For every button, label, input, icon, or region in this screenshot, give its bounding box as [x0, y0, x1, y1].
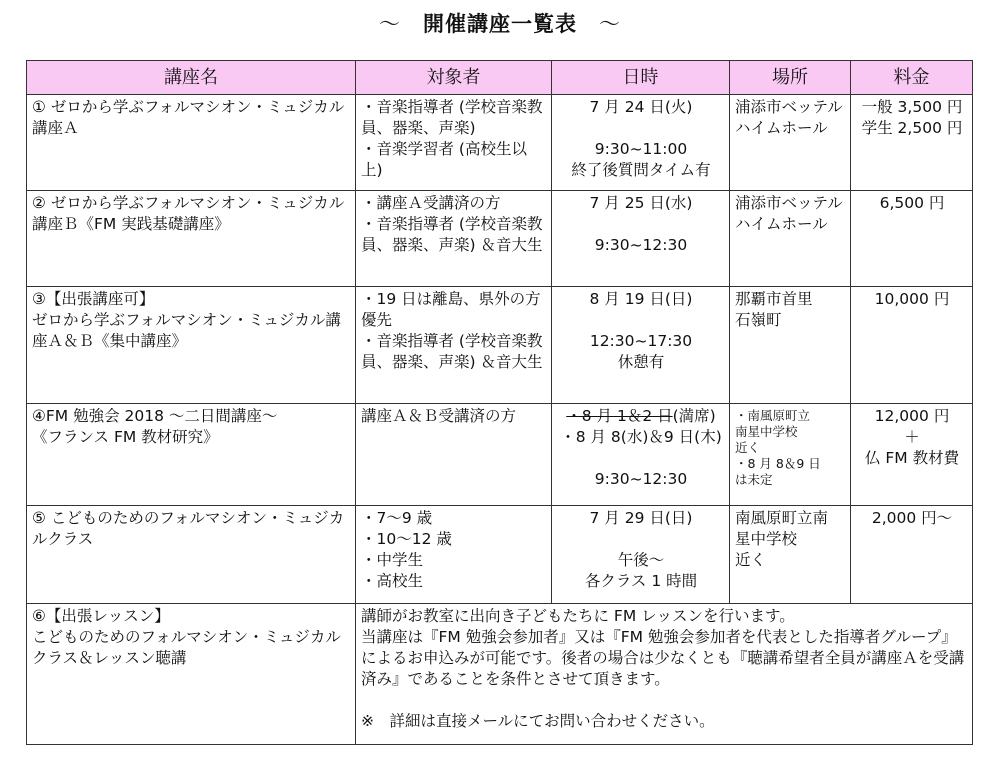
table-row	[27, 506, 973, 604]
place-line: 南風原町立南	[735, 509, 829, 527]
target-line: ・中学生	[361, 551, 424, 569]
place-line: 浦添市ベッテル	[735, 98, 843, 116]
fee-line: 12,000 円	[874, 407, 950, 425]
date-line: 7 月 29 日(日)	[589, 509, 693, 527]
place-line: ハイムホール	[735, 215, 828, 233]
course-name: ⑤ こどものためのフォルマシオン・ミュジカルクラス	[32, 509, 345, 548]
header-course: 講座名	[27, 61, 356, 95]
date-line: 7 月 24 日(火)	[589, 98, 693, 116]
course-cell	[27, 191, 356, 287]
date-cell	[552, 287, 730, 404]
fee-line: 仏 FM 教材費	[864, 449, 960, 467]
place-line: 那覇市首里	[735, 290, 813, 308]
target-cell	[356, 404, 552, 506]
time-line: 9:30~12:30	[594, 236, 688, 254]
course-cell	[27, 95, 356, 191]
date-note: 終了後質問タイム有	[571, 161, 711, 179]
fee-line: 一般 3,500 円	[861, 98, 963, 116]
header-date: 日時	[552, 61, 730, 95]
title-text: 開催講座一覧表	[423, 12, 577, 36]
fee-line: 6,500 円	[879, 194, 945, 212]
title-tilde-left: ～	[379, 12, 401, 36]
date-note: 各クラス 1 時間	[584, 572, 698, 590]
place-line: 石嶺町	[735, 311, 782, 329]
course-cell	[27, 287, 356, 404]
target-line: ・7～9 歳	[361, 509, 433, 527]
time-line: 9:30~12:30	[594, 470, 688, 488]
course-cell	[27, 604, 356, 745]
title-tilde-right: ～	[599, 12, 621, 36]
course-name: こどものためのフォルマシオン・ミュジカルクラス＆レッスン聴講	[32, 628, 341, 667]
table-header-row	[27, 61, 973, 95]
place-cell	[730, 95, 851, 191]
course-tag: ③【出張講座可】	[32, 290, 155, 308]
place-note: は未定	[735, 472, 773, 487]
place-note: ・8 月 8＆9 日	[735, 456, 821, 471]
date-cell	[552, 506, 730, 604]
fee-cell	[851, 95, 973, 191]
page-title	[0, 8, 1000, 38]
place-line: 浦添市ベッテル	[735, 194, 843, 212]
course-cell	[27, 404, 356, 506]
table-row	[27, 95, 973, 191]
course-name: ② ゼロから学ぶフォルマシオン・ミュジカル講座Ｂ《FM 実践基礎講座》	[32, 194, 345, 233]
fee-line: 10,000 円	[874, 290, 950, 308]
target-line: ・高校生	[361, 572, 424, 590]
date-struck-note: (満席)	[672, 407, 716, 425]
target-line: ・音楽指導者 (学校音楽教員、器楽、声楽) ＆音大生	[361, 215, 543, 254]
place-line: 星中学校	[735, 530, 798, 548]
fee-cell	[851, 191, 973, 287]
date-note: 休憩有	[617, 353, 665, 371]
place-cell	[730, 506, 851, 604]
target-line: ・音楽指導者 (学校音楽教員、器楽、声楽)	[361, 98, 543, 137]
date-line-cancelled	[557, 406, 725, 427]
place-line: ハイムホール	[735, 119, 828, 137]
table-row	[27, 404, 973, 506]
place-line: 南星中学校	[735, 424, 798, 439]
table-row	[27, 604, 973, 745]
target-cell	[356, 191, 552, 287]
date-cell	[552, 95, 730, 191]
target-cell	[356, 95, 552, 191]
date-line: ・8 月 8(水)＆9 日(木)	[560, 428, 722, 446]
time-line: 9:30~11:00	[594, 140, 688, 158]
fee-cell	[851, 404, 973, 506]
header-place: 場所	[730, 61, 851, 95]
place-cell	[730, 287, 851, 404]
target-cell	[356, 287, 552, 404]
date-struck: ・8 月 1＆2 日	[566, 407, 673, 425]
target-cell	[356, 506, 552, 604]
time-line: 12:30~17:30	[589, 332, 693, 350]
place-line: 近く	[735, 551, 767, 569]
course-subtitle: 《フランス FM 教材研究》	[32, 428, 219, 446]
header-fee: 料金	[851, 61, 973, 95]
place-line: ・南風原町立	[735, 408, 811, 423]
place-cell	[730, 191, 851, 287]
fee-cell	[851, 506, 973, 604]
target-line: ・音楽学習者 (高校生以上)	[361, 140, 527, 179]
table-row	[27, 191, 973, 287]
description-cell	[356, 604, 973, 745]
target-line: ・音楽指導者 (学校音楽教員、器楽、声楽) ＆音大生	[361, 332, 543, 371]
course-tag: ⑥【出張レッスン】	[32, 607, 170, 625]
description-note: ※ 詳細は直接メールにてお問い合わせください。	[361, 712, 715, 730]
target-line: ・講座Ａ受講済の方	[361, 194, 501, 212]
fee-line: 2,000 円～	[871, 509, 953, 527]
course-cell	[27, 506, 356, 604]
place-cell	[730, 404, 851, 506]
course-name: ④FM 勉強会 2018 ～二日間講座～	[32, 407, 278, 425]
description-line: 当講座は『FM 勉強会参加者』又は『FM 勉強会参加者を代表とした指導者グループ』によるお申込みが可能です。後者の場合は少なくとも『聴講希望者全員が講座Ａを受講済み』であることを条件とさせて頂きます。	[361, 628, 965, 688]
place-line: 近く	[735, 440, 761, 455]
date-line: 8 月 19 日(日)	[589, 290, 693, 308]
table-row	[27, 287, 973, 404]
fee-line: 学生 2,500 円	[861, 119, 963, 137]
header-target: 対象者	[356, 61, 552, 95]
course-name: ① ゼロから学ぶフォルマシオン・ミュジカル講座Ａ	[32, 98, 345, 137]
description-line: 講師がお教室に出向き子どもたちに FM レッスンを行います。	[361, 607, 795, 625]
target-line: ・19 日は離島、県外の方優先	[361, 290, 541, 329]
target-line: ・10～12 歳	[361, 530, 452, 548]
time-line: 午後～	[617, 551, 665, 569]
date-cell	[552, 191, 730, 287]
date-cell	[552, 404, 730, 506]
target-line: 講座Ａ＆Ｂ受講済の方	[361, 407, 517, 425]
course-name: ゼロから学ぶフォルマシオン・ミュジカル講座Ａ＆Ｂ《集中講座》	[32, 311, 341, 350]
fee-line: ＋	[904, 428, 920, 446]
course-schedule-table	[26, 60, 973, 745]
fee-cell	[851, 287, 973, 404]
date-line: 7 月 25 日(水)	[589, 194, 693, 212]
